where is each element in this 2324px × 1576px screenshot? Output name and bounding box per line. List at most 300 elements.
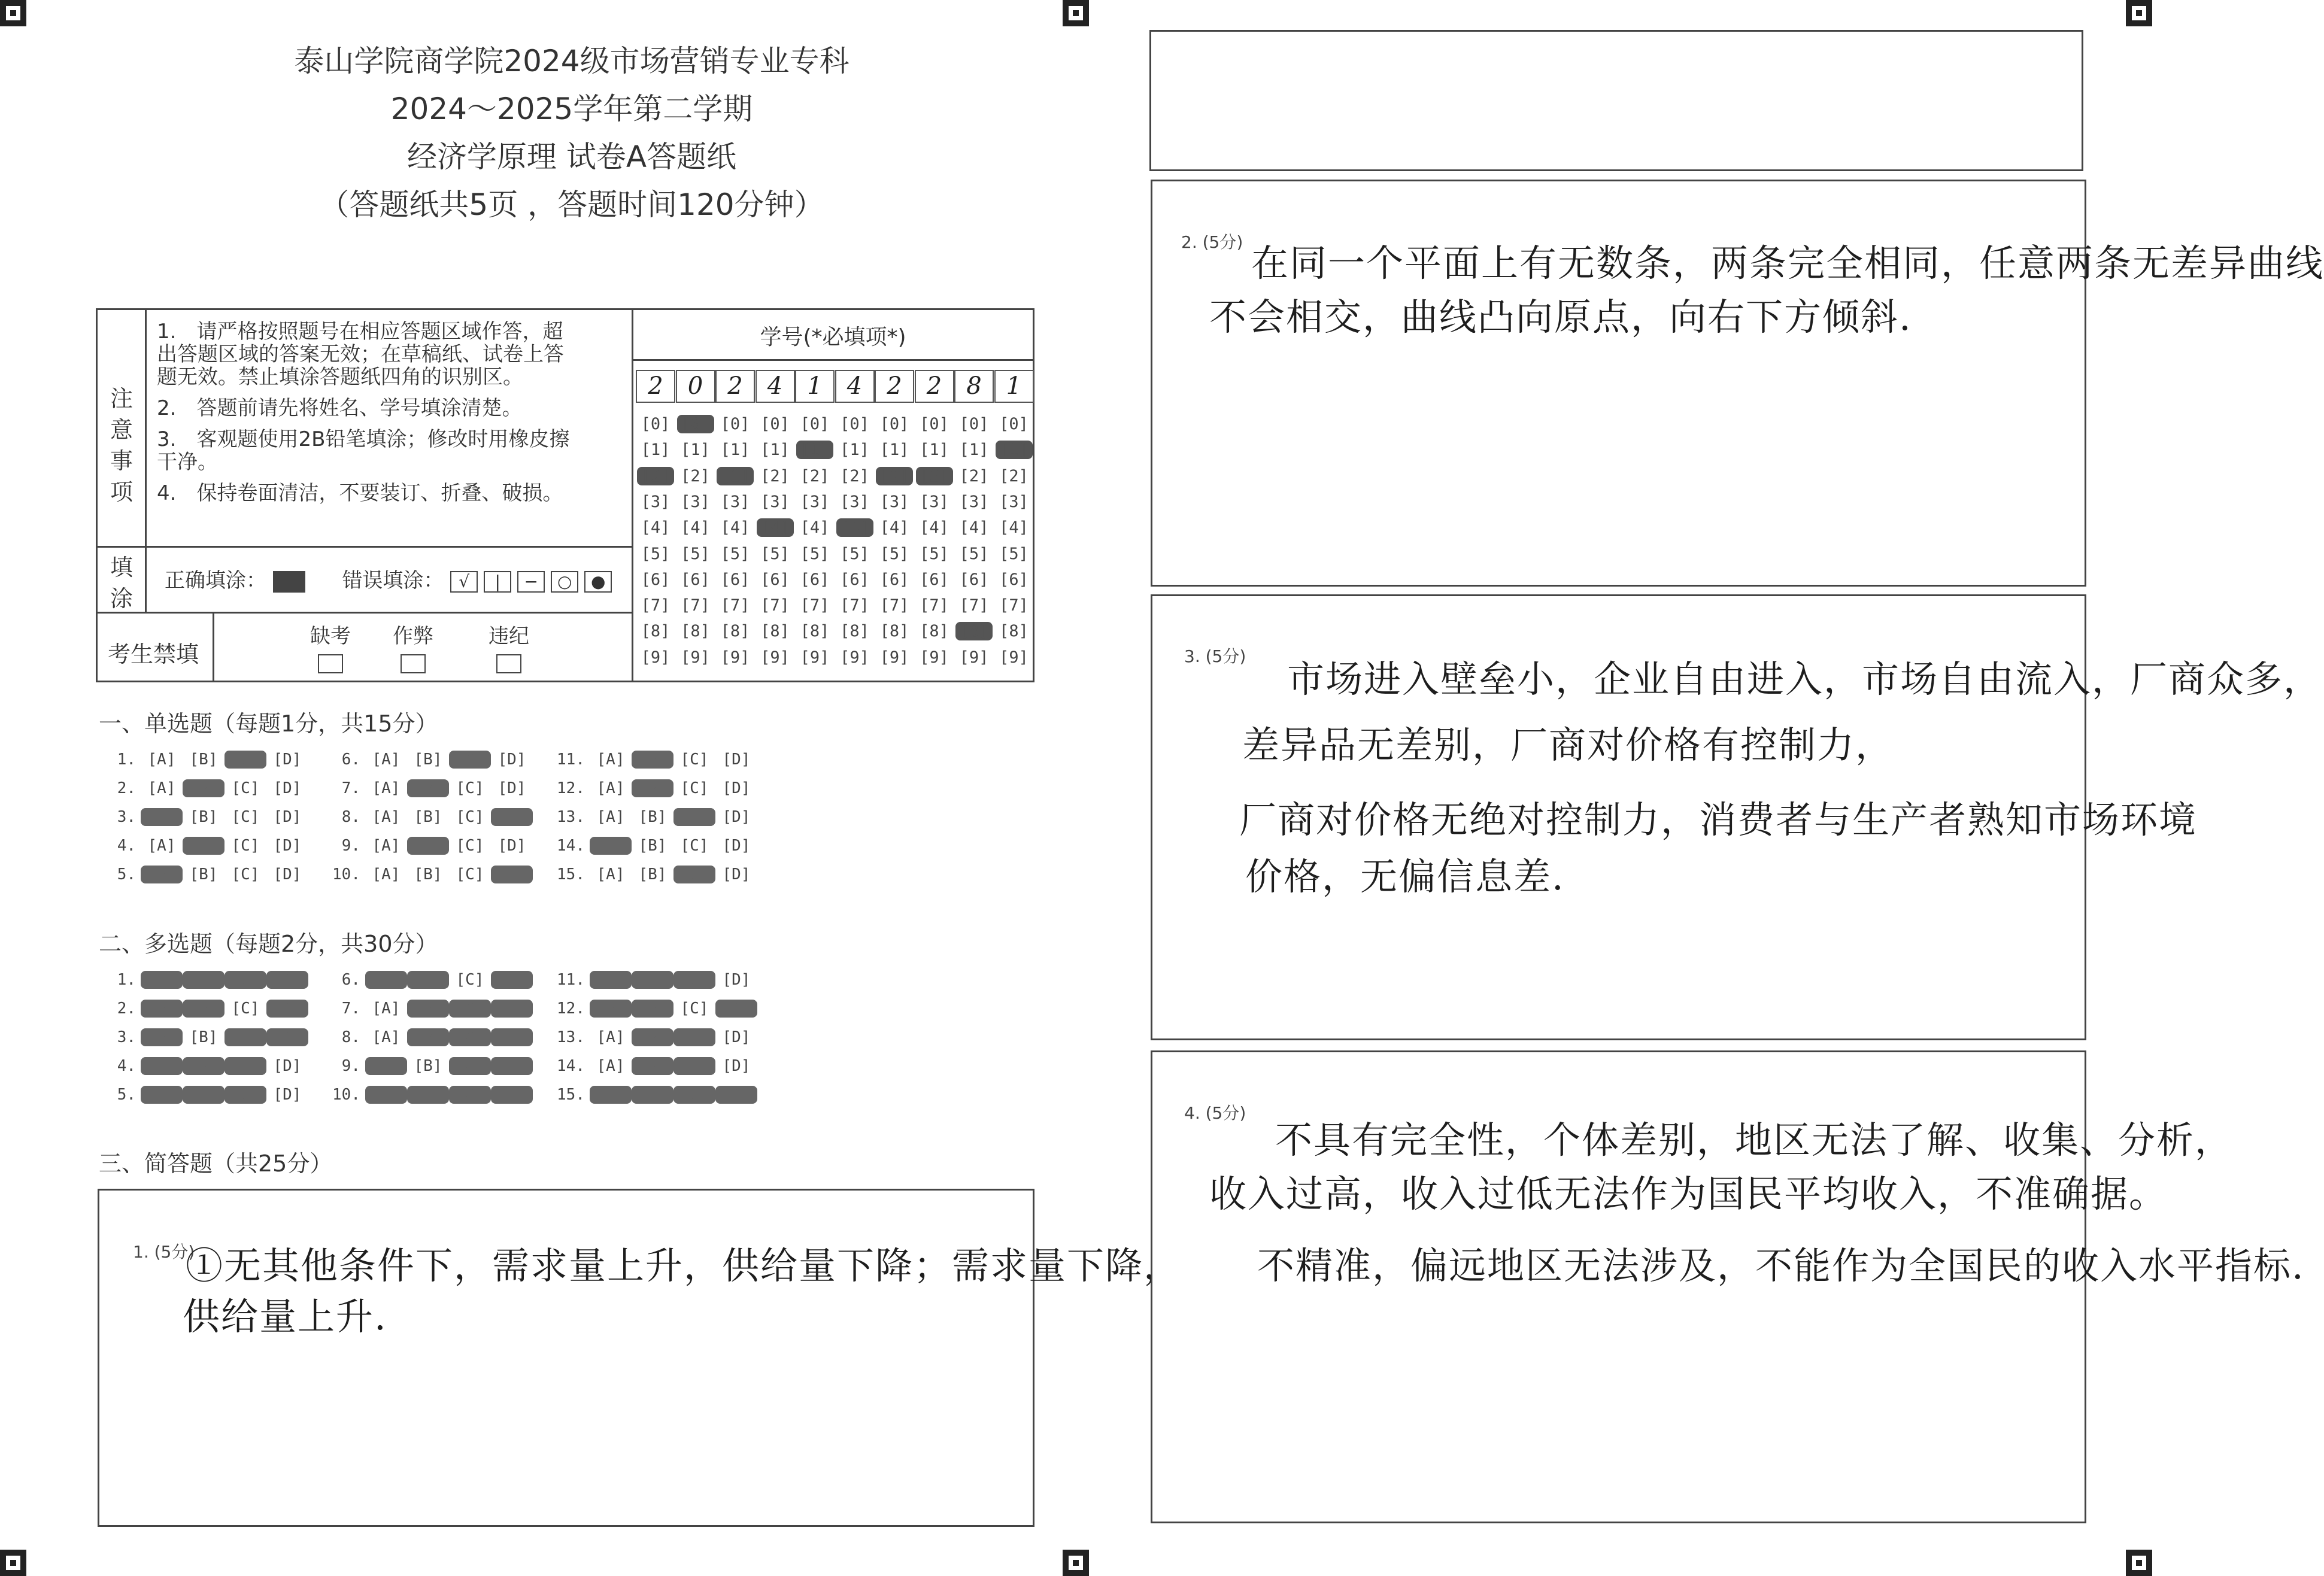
question-row — [323, 1028, 533, 1046]
student-id-bubble[interactable]: [9] — [800, 648, 830, 667]
question-number: 5. — [117, 1086, 136, 1104]
option-bubble-d[interactable]: [D] — [722, 1028, 751, 1046]
option-bubble-c[interactable]: [C] — [224, 1028, 266, 1046]
question-row — [323, 779, 533, 797]
student-id-bubble[interactable]: [1] — [840, 441, 869, 460]
exam-title-line4: （答题纸共5页 ，答题时间120分钟） — [319, 187, 824, 222]
student-id-bubble[interactable]: [5] — [800, 544, 830, 563]
option-bubble-d[interactable]: [D] — [491, 1057, 533, 1075]
student-id-bubble[interactable]: [1] — [760, 441, 790, 460]
student-id-bubble[interactable]: [8] — [955, 622, 993, 640]
student-id-bubble[interactable]: [1] — [879, 441, 909, 460]
option-bubble-d[interactable]: [D] — [722, 808, 751, 826]
option-bubble-b[interactable]: [B] — [407, 1000, 449, 1018]
student-id-bubble[interactable]: [4] — [836, 518, 873, 537]
option-bubble-d[interactable]: [D] — [497, 779, 526, 797]
option-bubble-a[interactable]: [A] — [365, 1086, 407, 1104]
student-id-bubble[interactable]: [6] — [720, 570, 750, 589]
option-bubble-a[interactable]: [A] — [596, 1057, 625, 1075]
student-id-bubble[interactable]: [6] — [999, 570, 1028, 589]
student-id-bubble[interactable]: [3] — [920, 492, 949, 511]
student-id-bubble[interactable]: [1] — [681, 441, 710, 460]
student-id-bubble[interactable]: [0] — [879, 415, 909, 433]
option-bubble-b[interactable]: [B] — [183, 1057, 224, 1075]
option-bubble-d[interactable]: [D] — [266, 971, 308, 989]
student-id-bubble[interactable]: [9] — [641, 648, 670, 667]
notice-line: 出答题区域的答案无效；在草稿纸、试卷上答 — [157, 342, 564, 366]
option-bubble-b[interactable]: [B] — [189, 808, 218, 826]
student-id-digit-cell[interactable]: 2 — [636, 370, 675, 403]
fill-instructions — [165, 564, 618, 593]
option-bubble-b[interactable]: [B] — [183, 779, 224, 797]
option-bubble-c[interactable]: [C] — [224, 751, 266, 769]
registration-mark-bottom-right — [2126, 1550, 2152, 1576]
absent-checkbox[interactable] — [318, 654, 343, 673]
student-id-bubble[interactable]: [5] — [959, 544, 989, 563]
option-bubble-c[interactable]: [C] — [680, 837, 709, 855]
student-id-bubble[interactable]: [5] — [920, 544, 949, 563]
student-id-bubble[interactable]: [7] — [840, 596, 869, 615]
option-bubble-a[interactable]: [A] — [372, 1000, 401, 1018]
option-bubble-b[interactable]: [B] — [407, 837, 449, 855]
option-bubble-b[interactable]: [B] — [632, 1086, 673, 1104]
student-id-bubble[interactable]: [5] — [840, 544, 869, 563]
option-bubble-d[interactable]: [D] — [266, 1000, 308, 1018]
student-id-bubble[interactable]: [4] — [757, 518, 794, 537]
student-id-bubble[interactable]: [9] — [879, 648, 909, 667]
student-id-bubble[interactable]: [3] — [641, 492, 670, 511]
q1-label: 1. (5分) — [133, 1242, 195, 1262]
option-bubble-b[interactable]: [B] — [414, 1057, 442, 1075]
question-row — [99, 837, 308, 855]
registration-mark-top-right — [2126, 0, 2152, 26]
student-id-bubble[interactable]: [7] — [959, 596, 989, 615]
option-bubble-b[interactable]: [B] — [189, 1028, 218, 1046]
cheat-option[interactable] — [389, 620, 437, 673]
question-number: 1. — [117, 751, 136, 769]
option-bubble-d[interactable]: [D] — [273, 779, 302, 797]
option-bubble-a[interactable]: [A] — [141, 1028, 183, 1046]
q2-label: 2. (5分) — [1181, 232, 1243, 252]
student-id-bubble[interactable]: [7] — [720, 596, 750, 615]
student-id-bubble[interactable]: [4] — [681, 518, 710, 538]
student-id-bubble[interactable]: [9] — [681, 648, 710, 667]
notice-line: 2. 答题前请先将姓名、学号填涂清楚。 — [157, 396, 523, 420]
option-bubble-d[interactable]: [D] — [266, 1028, 308, 1046]
student-id-bubble[interactable]: [6] — [840, 570, 869, 589]
option-bubble-b[interactable]: [B] — [638, 808, 667, 826]
student-id-bubble[interactable]: [4] — [999, 518, 1028, 538]
question-row — [323, 1086, 533, 1104]
student-id-bubble[interactable]: [8] — [800, 622, 830, 641]
option-bubble-c[interactable]: [C] — [231, 779, 260, 797]
student-id-bubble[interactable]: [4] — [959, 518, 989, 538]
option-bubble-c[interactable]: [C] — [680, 1000, 709, 1018]
student-id-bubble[interactable]: [8] — [681, 622, 710, 641]
student-id-bubble[interactable]: [4] — [641, 518, 670, 538]
student-id-bubble[interactable]: [1] — [641, 441, 670, 460]
question-row — [323, 837, 533, 855]
student-id-bubble[interactable]: [3] — [879, 492, 909, 511]
option-bubble-d[interactable]: [D] — [491, 866, 533, 883]
option-bubble-a[interactable]: [A] — [147, 779, 176, 797]
option-bubble-c[interactable]: [C] — [673, 866, 715, 883]
option-bubble-d[interactable]: [D] — [273, 1086, 302, 1104]
student-id-bubble[interactable]: [7] — [681, 596, 710, 615]
option-bubble-b[interactable]: [B] — [632, 1057, 673, 1075]
student-id-bubble[interactable]: [5] — [641, 544, 670, 563]
option-bubble-b[interactable]: [B] — [183, 971, 224, 989]
student-id-bubble[interactable]: [1] — [796, 441, 833, 459]
student-id-title: 学号(*必填项*) — [760, 325, 906, 350]
student-id-bubble[interactable]: [3] — [999, 492, 1028, 511]
option-bubble-a[interactable]: [A] — [596, 779, 625, 797]
student-id-bubble[interactable]: [1] — [920, 441, 949, 460]
option-bubble-b[interactable]: [B] — [407, 1086, 449, 1104]
question-row — [99, 1000, 308, 1018]
option-bubble-c[interactable]: [C] — [673, 1057, 715, 1075]
question-number: 11. — [557, 971, 585, 989]
option-bubble-c[interactable]: [C] — [224, 1086, 266, 1104]
student-id-bubble[interactable]: [0] — [800, 415, 830, 433]
option-bubble-c[interactable]: [C] — [456, 808, 484, 826]
notice-label-char: 项 — [110, 479, 133, 505]
option-bubble-b[interactable]: [B] — [183, 1086, 224, 1104]
option-bubble-a[interactable]: [A] — [590, 1086, 632, 1104]
option-bubble-b[interactable]: [B] — [638, 837, 667, 855]
option-bubble-a[interactable]: [A] — [372, 751, 401, 769]
question-row — [548, 1086, 757, 1104]
student-id-bubble[interactable]: [8] — [879, 622, 909, 641]
option-bubble-c[interactable]: [C] — [449, 1028, 491, 1046]
student-id-bubble[interactable]: [8] — [920, 622, 949, 641]
option-bubble-d[interactable]: [D] — [491, 1028, 533, 1046]
student-id-digit-cell[interactable]: 2 — [915, 370, 954, 403]
violation-option[interactable] — [485, 620, 533, 673]
question-row — [548, 808, 757, 826]
student-id-bubble[interactable]: [7] — [641, 596, 670, 615]
student-id-bubble[interactable]: [8] — [720, 622, 750, 641]
single-choice-title: 一、单选题（每题1分，共15分） — [99, 710, 438, 737]
student-id-bubble[interactable]: [1] — [959, 441, 989, 460]
option-bubble-a[interactable]: [A] — [596, 1028, 625, 1046]
question-number: 13. — [557, 808, 585, 826]
option-bubble-b[interactable]: [B] — [407, 779, 449, 797]
question-row — [323, 1057, 533, 1075]
option-bubble-c[interactable]: [C] — [456, 837, 484, 855]
student-id-bubble[interactable]: [1] — [720, 441, 750, 460]
question-row — [323, 751, 533, 769]
option-bubble-b[interactable]: [B] — [632, 1028, 673, 1046]
option-bubble-a[interactable]: [A] — [141, 1057, 183, 1075]
question-number: 9. — [341, 1057, 360, 1075]
option-bubble-a[interactable]: [A] — [141, 971, 183, 989]
fill-label — [107, 552, 136, 614]
student-id-bubble[interactable]: [3] — [681, 492, 710, 511]
question-number: 14. — [557, 837, 585, 855]
student-id-bubble[interactable]: [4] — [920, 518, 949, 538]
option-bubble-c[interactable]: [C] — [456, 779, 484, 797]
student-id-digit-cell[interactable]: 8 — [954, 370, 994, 403]
option-bubble-b[interactable]: [B] — [189, 866, 218, 883]
q1-answer-line1: ①无其他条件下，需求量上升，供给量下降；需求量下降， — [186, 1244, 1182, 1287]
student-id-bubble[interactable]: [3] — [840, 492, 869, 511]
student-id-bubble[interactable]: [0] — [840, 415, 869, 433]
student-id-bubble[interactable]: [7] — [999, 596, 1028, 615]
student-id-bubble[interactable]: [9] — [999, 648, 1028, 667]
option-bubble-a[interactable]: [A] — [372, 808, 401, 826]
option-bubble-a[interactable]: [A] — [596, 808, 625, 826]
option-bubble-a[interactable]: [A] — [365, 1057, 407, 1075]
option-bubble-c[interactable]: [C] — [231, 1000, 260, 1018]
option-bubble-b[interactable]: [B] — [632, 1000, 673, 1018]
option-bubble-d[interactable]: [D] — [491, 971, 533, 989]
option-bubble-a[interactable]: [A] — [596, 866, 625, 883]
cheat-label: 作弊 — [393, 624, 433, 648]
student-id-bubble[interactable]: [8] — [999, 622, 1028, 641]
option-bubble-c[interactable]: [C] — [449, 1000, 491, 1018]
question-row — [99, 1057, 308, 1075]
option-bubble-c[interactable]: [C] — [224, 971, 266, 989]
option-bubble-b[interactable]: [B] — [632, 779, 673, 797]
option-bubble-b[interactable]: [B] — [632, 751, 673, 769]
student-id-bubble[interactable]: [5] — [720, 544, 750, 563]
option-bubble-c[interactable]: [C] — [456, 971, 484, 989]
option-bubble-c[interactable]: [C] — [224, 1057, 266, 1075]
student-id-bubble[interactable]: [2] — [637, 467, 674, 485]
student-id-bubble[interactable]: [7] — [920, 596, 949, 615]
student-id-digit-cell[interactable]: 1 — [795, 370, 835, 403]
q3-answer-line4: 价格，无偏信息差. — [1245, 855, 1565, 898]
option-bubble-a[interactable]: [A] — [147, 751, 176, 769]
student-id-bubble[interactable]: [2] — [760, 466, 790, 485]
option-bubble-b[interactable]: [B] — [638, 866, 667, 883]
student-id-digit-cell[interactable]: 4 — [756, 370, 795, 403]
student-id-bubble[interactable]: [6] — [920, 570, 949, 589]
option-bubble-a[interactable]: [A] — [596, 751, 625, 769]
divider — [96, 546, 632, 548]
option-bubble-a[interactable]: [A] — [590, 971, 632, 989]
notice-label-char: 事 — [110, 448, 133, 474]
student-id-bubble[interactable]: [6] — [800, 570, 830, 589]
option-bubble-a[interactable]: [A] — [365, 971, 407, 989]
option-bubble-a[interactable]: [A] — [372, 779, 401, 797]
question-row — [548, 751, 757, 769]
exam-title-line1: 泰山学院商学院2024级市场营销专业专科 — [294, 44, 849, 78]
violation-checkbox[interactable] — [496, 654, 521, 673]
answer-box-q1-continued[interactable] — [1149, 30, 2083, 171]
question-number: 7. — [341, 1000, 360, 1018]
q2-answer-line2: 不会相交，曲线凸向原点，向右下方倾斜. — [1209, 295, 1912, 339]
option-bubble-c[interactable]: [C] — [673, 1086, 715, 1104]
question-number: 12. — [557, 779, 585, 797]
q4-answer-line1: 不具有完全性，个体差别，地区无法了解、收集、分析， — [1275, 1118, 2234, 1162]
question-number: 3. — [117, 1028, 136, 1046]
student-id-bubble[interactable]: [8] — [760, 622, 790, 641]
option-bubble-d[interactable]: [D] — [491, 1000, 533, 1018]
option-bubble-a[interactable]: [A] — [590, 1000, 632, 1018]
registration-mark-top-center — [1063, 0, 1089, 26]
option-bubble-a[interactable]: [A] — [372, 1028, 401, 1046]
question-row — [99, 971, 308, 989]
student-id-bubble[interactable]: [3] — [800, 492, 830, 511]
correct-fill-label: 正确填涂： — [165, 569, 266, 593]
student-id-bubble[interactable]: [2] — [840, 466, 869, 485]
option-bubble-d[interactable]: [D] — [722, 971, 751, 989]
student-id-digit-cell[interactable]: 4 — [835, 370, 875, 403]
wrong-mark-bar: | — [484, 571, 511, 593]
option-bubble-a[interactable]: [A] — [141, 808, 183, 826]
student-id-digit-cell[interactable]: 1 — [994, 370, 1034, 403]
option-bubble-c[interactable]: [C] — [673, 1028, 715, 1046]
question-number: 6. — [341, 971, 360, 989]
q1-answer-line2: 供给量上升. — [183, 1295, 387, 1338]
student-id-digit-cell[interactable]: 2 — [715, 370, 755, 403]
option-bubble-c[interactable]: [C] — [680, 751, 709, 769]
option-bubble-d[interactable]: [D] — [273, 1057, 302, 1075]
option-bubble-b[interactable]: [B] — [183, 1000, 224, 1018]
student-id-bubble[interactable]: [2] — [999, 466, 1028, 485]
option-bubble-b[interactable]: [B] — [414, 751, 442, 769]
student-id-bubble[interactable]: [4] — [720, 518, 750, 538]
student-id-bubble[interactable]: [7] — [800, 596, 830, 615]
option-bubble-d[interactable]: [D] — [715, 1000, 757, 1018]
student-id-bubble[interactable]: [4] — [879, 518, 909, 538]
student-id-bubble[interactable]: [2] — [717, 467, 754, 485]
option-bubble-b[interactable]: [B] — [407, 971, 449, 989]
option-bubble-c[interactable]: [C] — [231, 808, 260, 826]
option-bubble-a[interactable]: [A] — [590, 837, 632, 855]
question-row — [99, 779, 308, 797]
student-id-bubble[interactable]: [0] — [677, 415, 714, 433]
student-id-bubble[interactable]: [9] — [959, 648, 989, 667]
question-number: 8. — [341, 808, 360, 826]
student-id-bubble[interactable]: [4] — [800, 518, 830, 538]
student-id-bubble[interactable]: [6] — [879, 570, 909, 589]
student-id-bubble[interactable]: [5] — [999, 544, 1028, 563]
student-id-bubble[interactable]: [2] — [876, 467, 913, 485]
option-bubble-b[interactable]: [B] — [407, 1028, 449, 1046]
question-number: 4. — [117, 1057, 136, 1075]
option-bubble-d[interactable]: [D] — [722, 1057, 751, 1075]
student-id-bubble[interactable]: [3] — [720, 492, 750, 511]
option-bubble-d[interactable]: [D] — [273, 866, 302, 883]
option-bubble-d[interactable]: [D] — [273, 837, 302, 855]
q4-answer-line2: 收入过高，收入过低无法作为国民平均收入，不准确据。 — [1209, 1172, 2168, 1216]
student-id-bubble[interactable]: [0] — [999, 415, 1028, 433]
option-bubble-d[interactable]: [D] — [273, 808, 302, 826]
student-id-bubble[interactable]: [5] — [879, 544, 909, 563]
divider — [632, 308, 633, 682]
student-id-bubble[interactable]: [6] — [760, 570, 790, 589]
student-id-bubble[interactable]: [7] — [879, 596, 909, 615]
question-number: 10. — [332, 1086, 360, 1104]
option-bubble-d[interactable]: [D] — [722, 779, 751, 797]
student-id-bubble[interactable]: [0] — [720, 415, 750, 433]
notice-label-char: 意 — [110, 417, 133, 443]
correct-fill-sample — [273, 571, 305, 593]
student-id-bubble[interactable]: [5] — [681, 544, 710, 563]
cheat-checkbox[interactable] — [401, 654, 426, 673]
option-bubble-d[interactable]: [D] — [722, 837, 751, 855]
option-bubble-c[interactable]: [C] — [231, 866, 260, 883]
option-bubble-d[interactable]: [D] — [273, 751, 302, 769]
option-bubble-c[interactable]: [C] — [231, 837, 260, 855]
student-id-bubble[interactable]: [1] — [996, 441, 1033, 459]
student-id-digit-cell[interactable]: 2 — [875, 370, 914, 403]
option-bubble-a[interactable]: [A] — [372, 837, 401, 855]
option-bubble-b[interactable]: [B] — [414, 808, 442, 826]
student-id-bubble[interactable]: [9] — [840, 648, 869, 667]
option-bubble-d[interactable]: [D] — [497, 837, 526, 855]
student-id-bubble[interactable]: [6] — [641, 570, 670, 589]
option-bubble-c[interactable]: [C] — [449, 1086, 491, 1104]
student-id-bubble[interactable]: [8] — [641, 622, 670, 641]
student-id-bubble[interactable]: [0] — [920, 415, 949, 433]
student-id-bubble[interactable]: [2] — [959, 466, 989, 485]
option-bubble-c[interactable]: [C] — [680, 779, 709, 797]
student-id-bubble[interactable]: [8] — [840, 622, 869, 641]
registration-mark-top-left — [0, 0, 26, 26]
student-id-bubble[interactable]: [6] — [681, 570, 710, 589]
absent-option[interactable] — [307, 620, 354, 673]
option-bubble-d[interactable]: [D] — [497, 751, 526, 769]
student-id-bubble[interactable]: [5] — [760, 544, 790, 563]
q3-answer-line1: 市场进入壁垒小，企业自由进入，市场自由流入，厂商众多， — [1287, 657, 2322, 701]
student-id-bubble[interactable]: [7] — [760, 596, 790, 615]
student-id-bubble[interactable]: [0] — [959, 415, 989, 433]
option-bubble-a[interactable]: [A] — [141, 866, 183, 883]
option-bubble-c[interactable]: [C] — [456, 866, 484, 883]
option-bubble-c[interactable]: [C] — [449, 751, 491, 769]
student-id-bubble[interactable]: [6] — [959, 570, 989, 589]
option-bubble-a[interactable]: [A] — [372, 866, 401, 883]
student-id-bubble[interactable]: [9] — [760, 648, 790, 667]
student-id-bubble[interactable]: [0] — [641, 415, 670, 433]
student-id-bubble[interactable]: [0] — [760, 415, 790, 433]
option-bubble-d[interactable]: [D] — [722, 751, 751, 769]
option-bubble-c[interactable]: [C] — [673, 808, 715, 826]
option-bubble-c[interactable]: [C] — [449, 1057, 491, 1075]
student-id-digit-cell[interactable]: 0 — [676, 370, 715, 403]
student-id-bubble[interactable]: [2] — [681, 466, 710, 485]
option-bubble-d[interactable]: [D] — [722, 866, 751, 883]
option-bubble-c[interactable]: [C] — [673, 971, 715, 989]
option-bubble-b[interactable]: [B] — [414, 866, 442, 883]
option-bubble-a[interactable]: [A] — [141, 1086, 183, 1104]
option-bubble-d[interactable]: [D] — [491, 808, 533, 826]
option-bubble-d[interactable]: [D] — [715, 1086, 757, 1104]
option-bubble-b[interactable]: [B] — [183, 837, 224, 855]
student-id-bubble[interactable]: [3] — [959, 492, 989, 511]
notice-line: 3. 客观题使用2B铅笔填涂；修改时用橡皮擦 — [157, 427, 570, 451]
option-bubble-d[interactable]: [D] — [491, 1086, 533, 1104]
question-number: 12. — [557, 1000, 585, 1018]
student-id-bubble[interactable]: [2] — [800, 466, 830, 485]
option-bubble-a[interactable]: [A] — [147, 837, 176, 855]
student-id-bubble[interactable]: [3] — [760, 492, 790, 511]
student-id-bubble[interactable]: [2] — [916, 467, 953, 485]
question-number: 14. — [557, 1057, 585, 1075]
option-bubble-a[interactable]: [A] — [141, 1000, 183, 1018]
option-bubble-b[interactable]: [B] — [632, 971, 673, 989]
student-id-bubble[interactable]: [9] — [720, 648, 750, 667]
option-bubble-b[interactable]: [B] — [189, 751, 218, 769]
student-id-bubble[interactable]: [9] — [920, 648, 949, 667]
question-number: 9. — [341, 837, 360, 855]
divider — [213, 612, 214, 682]
question-row — [99, 1086, 308, 1104]
